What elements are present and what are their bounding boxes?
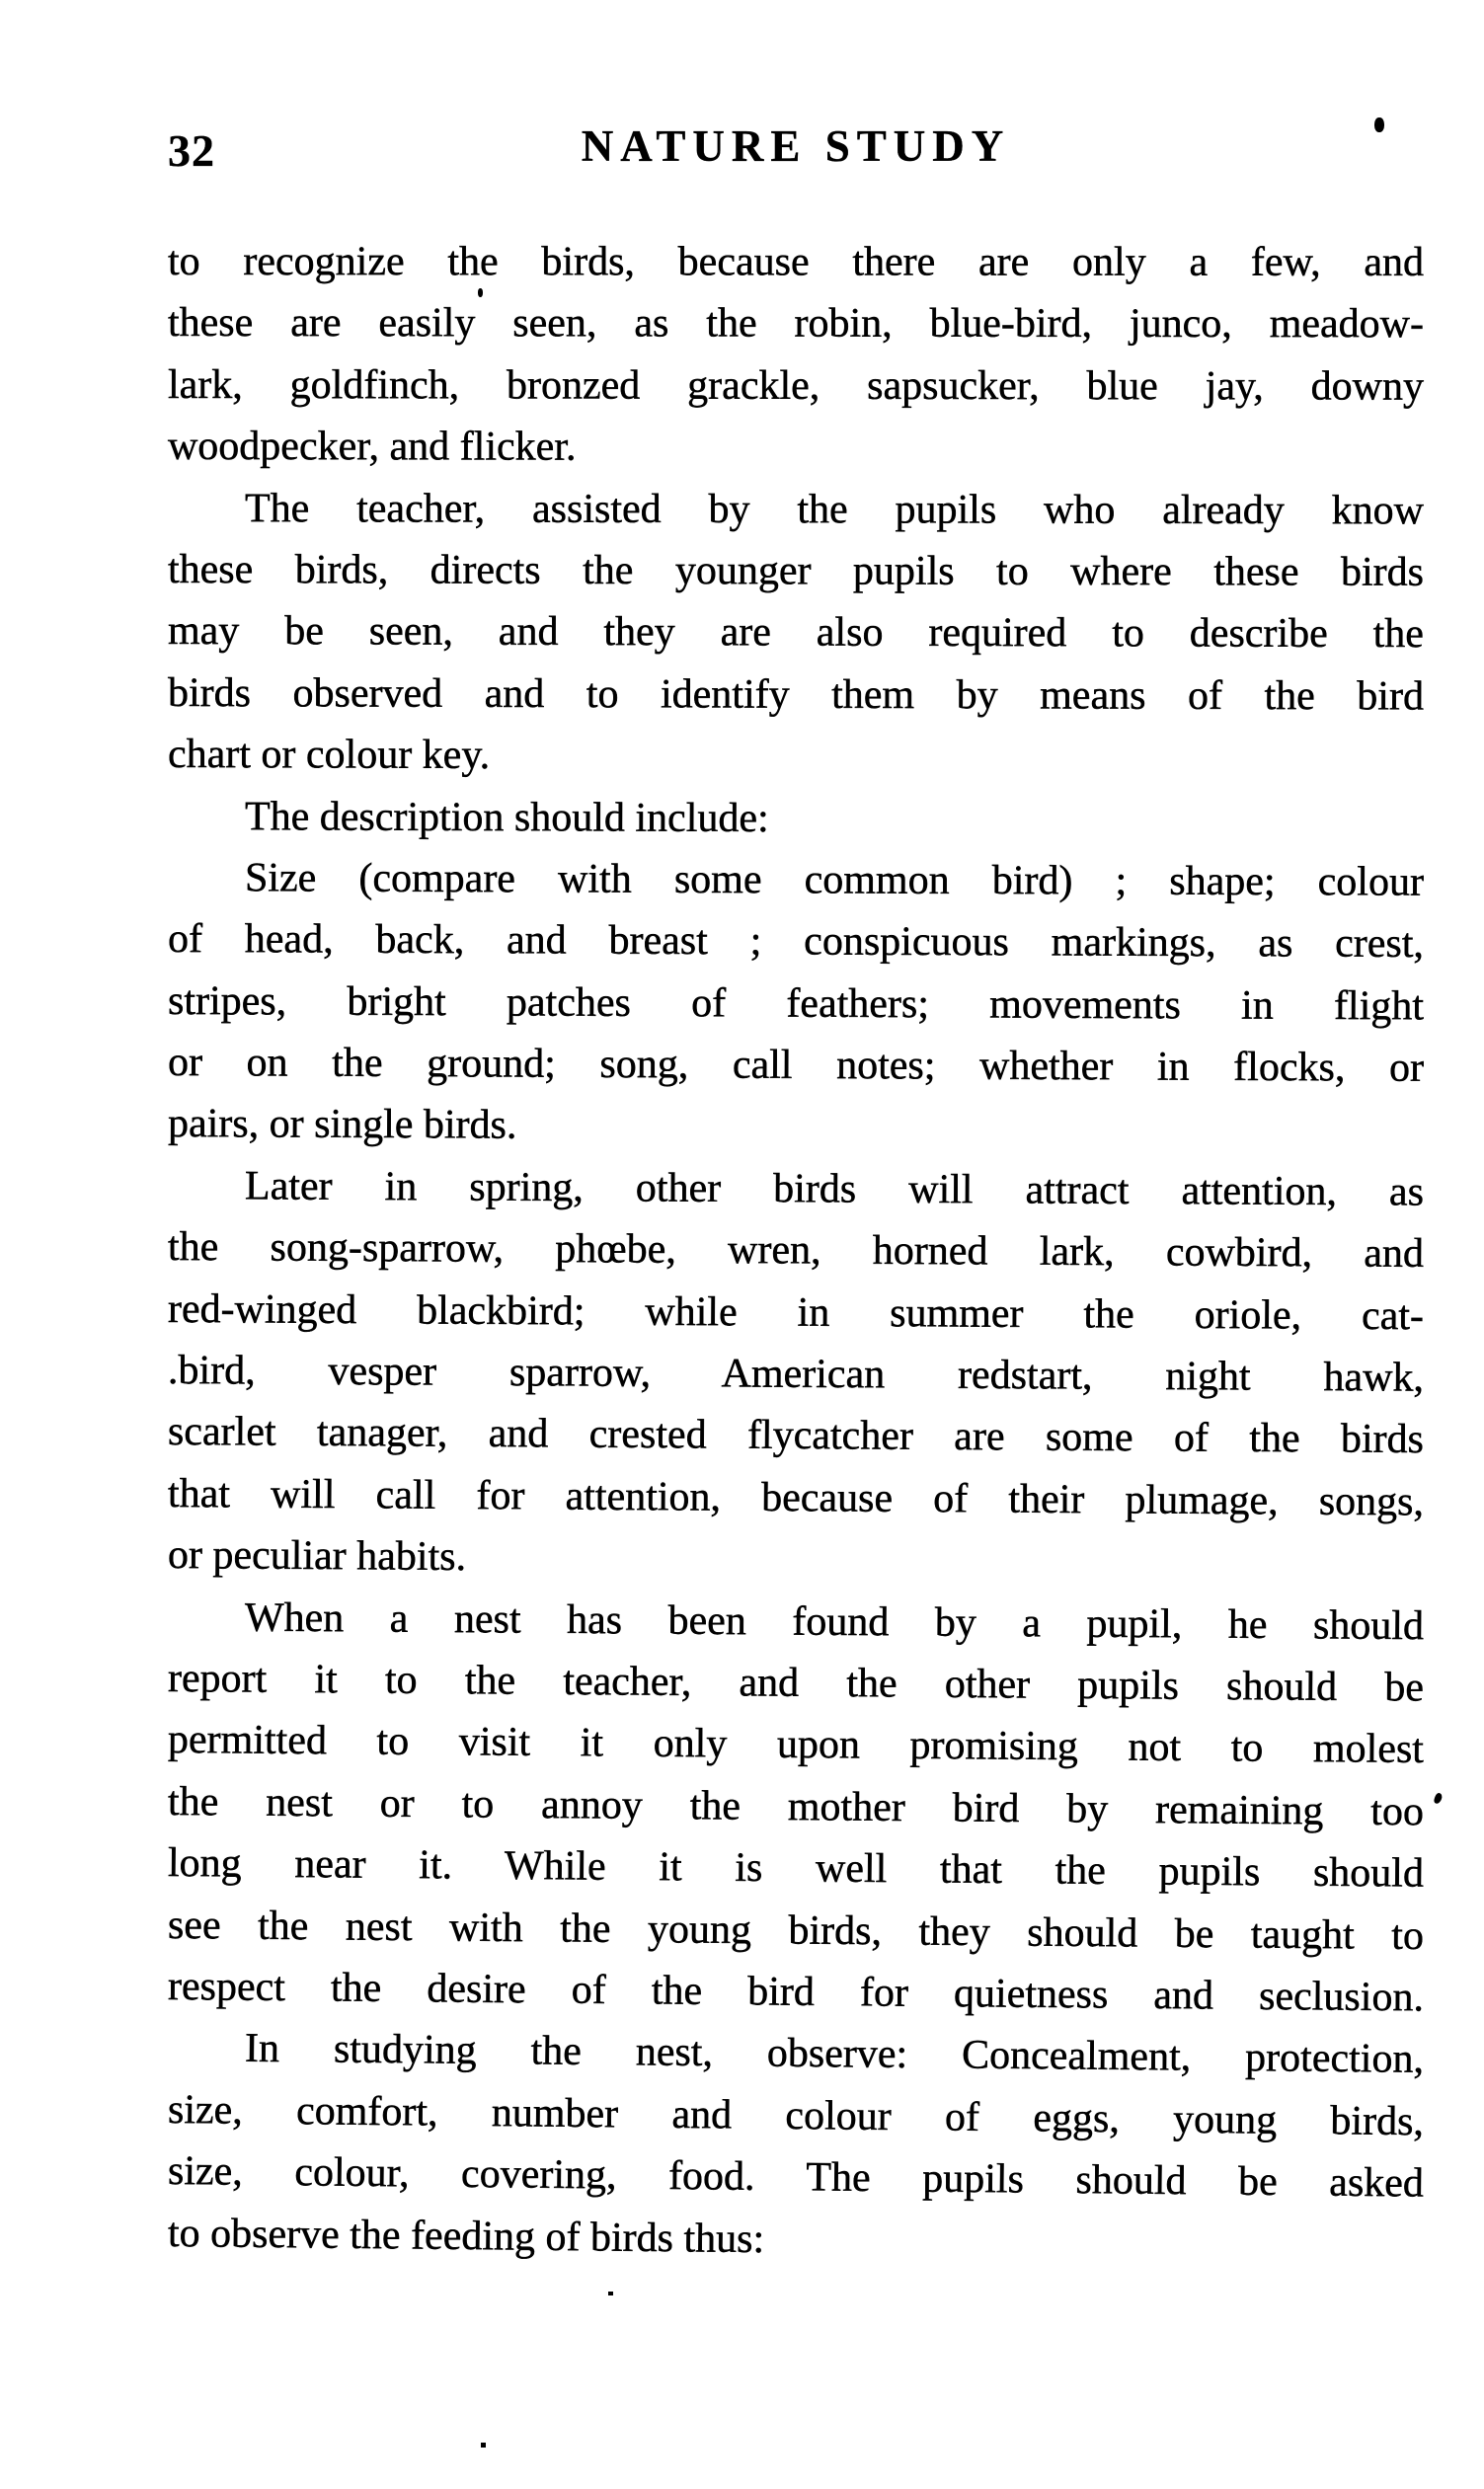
text-line: or on the ground; song, call notes; whether in flocks, or [167,1040,1425,1091]
text-line: of head, back, and breast ; conspicuous markings, as crest, [167,916,1425,968]
text-line: to observe the feeding of birds thus: [167,2210,765,2262]
text-line: When a nest has been found by a pupil, he should [244,1595,1425,1649]
running-title: NATURE STUDY [581,121,1011,171]
text-line: that will call for attention, because of their plumage, songs, [167,1470,1425,1525]
text-line: long near it. While it is well that the pupils should [167,1840,1425,1897]
text-line: respect the desire of the bird for quietness and seclusion. [167,1963,1425,2021]
text-line: size, colour, covering, food. The pupils should be asked [167,2148,1425,2207]
text-line: red-winged blackbird; while in summer the oriole, cat- [167,1285,1425,1339]
page-header [168,120,1424,180]
text-line: In studying the nest, observe: Concealment, protection, [244,2026,1425,2083]
text-line: the nest or to annoy the mother bird by remaining too [167,1778,1425,1835]
text-line: pairs, or single birds. [167,1101,517,1149]
text-line: size, comfort, number and colour of eggs, young birds, [167,2086,1425,2144]
text-line: Size (compare with some common bird) ; shape; colour [244,855,1425,905]
text-line: stripes, bright patches of feathers; movements in flight [167,977,1425,1030]
body-text [168,231,1424,2264]
text-line: report it to the teacher, and the other pupils should be [167,1655,1425,1711]
ink-speck [1433,1792,1443,1805]
text-line: permitted to visit it only upon promising not to molest [167,1717,1425,1773]
text-line: Later in spring, other birds will attract attention, as [244,1163,1425,1215]
ink-speck [608,2292,613,2295]
text-line: woodpecker, and flicker. [167,424,577,470]
page-number: 32 [168,125,215,176]
text-line: to recognize the birds, because there are only a few, and [167,239,1425,285]
text-line: scarlet tanager, and crested flycatcher are some of the birds [167,1409,1425,1463]
text-line: .bird, vesper sparrow, American redstart, night hawk, [167,1348,1425,1401]
text-line: chart or colour key. [167,732,491,779]
text-line: or peculiar habits. [167,1532,467,1581]
text-line: The teacher, assisted by the pupils who already know [244,485,1425,533]
text-line: The description should include: [244,793,769,841]
text-line: may be seen, and they are also required to describe the [167,608,1425,658]
text-line: birds observed and to identify them by means of the bird [167,669,1425,720]
text-line: the song-sparrow, phœbe, wren, horned lark, cowbird, and [167,1224,1425,1278]
text-line: these birds, directs the younger pupils to where these birds [167,546,1425,595]
text-line: these are easily seen, as the robin, blue-bird, junco, meadow- [167,300,1425,348]
ink-speck [481,2443,486,2448]
ink-speck [1374,117,1384,132]
text-line: see the nest with the young birds, they should be taught to [167,1902,1425,1959]
text-line: lark, goldfinch, bronzed grackle, sapsucker, blue jay, downy [167,361,1425,410]
ink-speck [478,288,483,297]
